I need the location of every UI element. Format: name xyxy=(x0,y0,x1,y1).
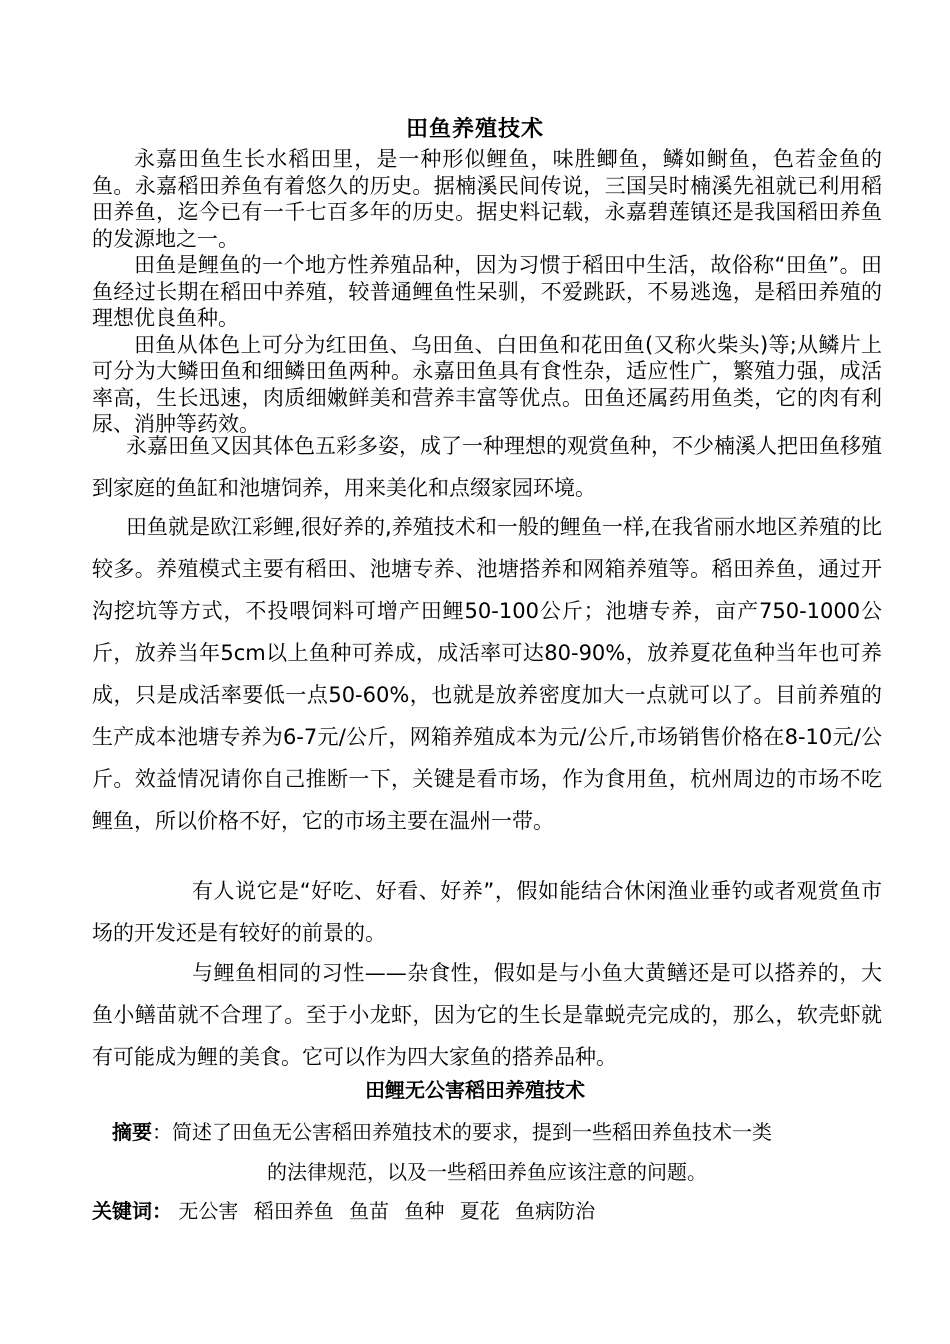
keywords-label: 关键词 xyxy=(92,1199,152,1223)
section-subtitle: 田鲤无公害稻田养殖技术 xyxy=(365,1078,585,1102)
keyword-item: 无公害 xyxy=(178,1199,239,1223)
keyword-item: 夏花 xyxy=(459,1199,500,1223)
paragraph-ornamental: 永嘉田鱼又因其体色五彩多姿，成了一种理想的观赏鱼种，不少楠溪人把田鱼移殖到家庭的鱼缸和池塘饲养，用来美化和点缀家园环境。 xyxy=(92,434,882,500)
abstract-line-1 xyxy=(92,1112,882,1152)
document-title: 田鱼养殖技术 xyxy=(405,117,544,142)
abstract xyxy=(92,1112,882,1192)
abstract-text-1: 简述了田鱼无公害稻田养殖技术的要求，提到一些稻田养鱼技术一类 xyxy=(172,1120,772,1144)
keywords-colon: ： xyxy=(152,1199,172,1223)
keyword-item: 稻田养鱼 xyxy=(253,1199,334,1223)
abstract-colon: ： xyxy=(152,1120,172,1144)
keyword-item: 鱼病防治 xyxy=(515,1199,596,1223)
keyword-item: 鱼苗 xyxy=(349,1199,390,1223)
paragraph-habits: 与鲤鱼相同的习性——杂食性，假如是与小鱼大黄鳝还是可以搭养的，大鱼小鳝苗就不合理了。至于小龙虾，因为它的生长是靠蜕壳完成的，那么，软壳虾就有可能成为鲤的美食。它可以作为四大家鱼的搭养品种。 xyxy=(92,961,882,1069)
paragraph-variety: 田鱼是鲤鱼的一个地方性养殖品种，因为习惯于稻田中生活，故俗称“田鱼”。田鱼经过长期在稻田中养殖，较普通鲤鱼性呆驯，不爱跳跃，不易逃逸，是稻田养殖的理想优良鱼种。 xyxy=(92,253,882,330)
paragraph-origin: 永嘉田鱼生长水稻田里，是一种形似鲤鱼，味胜鲫鱼，鳞如鲥鱼，色若金鱼的鱼。永嘉稻田养鱼有着悠久的历史。据楠溪民间传说，三国吴时楠溪先祖就已利用稻田养鱼，迄今已有一千七百多年的历史。据史料记载，永嘉碧莲镇还是我国稻田养鱼的发源地之一。 xyxy=(92,147,882,251)
keywords xyxy=(92,1195,595,1224)
keyword-item: 鱼种 xyxy=(404,1199,445,1223)
abstract-line-2: 的法律规范，以及一些稻田养鱼应该注意的问题。 xyxy=(267,1160,707,1184)
abstract-label: 摘要 xyxy=(112,1120,152,1144)
intro-section xyxy=(92,146,882,438)
paragraph-color-types: 田鱼从体色上可分为红田鱼、乌田鱼、白田鱼和花田鱼(又称火柴头)等;从鳞片上可分为大鳞田鱼和细鳞田鱼两种。永嘉田鱼具有食性杂，适应性广，繁殖力强，成活率高，生长迅速，肉质细嫩鲜美和营养丰富等优点。田鱼还属药用鱼类，它的肉有利尿、消肿等药效。 xyxy=(92,332,882,436)
paragraph-farming-modes: 田鱼就是欧江彩鲤,很好养的,养殖技术和一般的鲤鱼一样,在我省丽水地区养殖的比较多。养殖模式主要有稻田、池塘专养、池塘搭养和网箱养殖等。稻田养鱼，通过开沟挖坑等方式，不投喂饲料可增产田鲤50-100公斤；池塘专养，亩产750-1000公斤，放养当年5cm以上鱼种可养成，成活率可达80-90%，放养夏花鱼种当年也可养成，只是成活率要低一点50-60%，也就是放养密度加大一点就可以了。目前养殖的生产成本池塘专养为6-7元/公斤，网箱养殖成本为元/公斤,市场销售价格在8-10元/公斤。效益情况请你自己推断一下，关键是看市场，作为食用鱼，杭州周边的市场不吃鲤鱼，所以价格不好，它的市场主要在温州一带。 xyxy=(92,515,882,833)
paragraph-prospects: 有人说它是“好吃、好看、好养”，假如能结合休闲渔业垂钓或者观赏鱼市场的开发还是有较好的前景的。 xyxy=(92,879,882,945)
